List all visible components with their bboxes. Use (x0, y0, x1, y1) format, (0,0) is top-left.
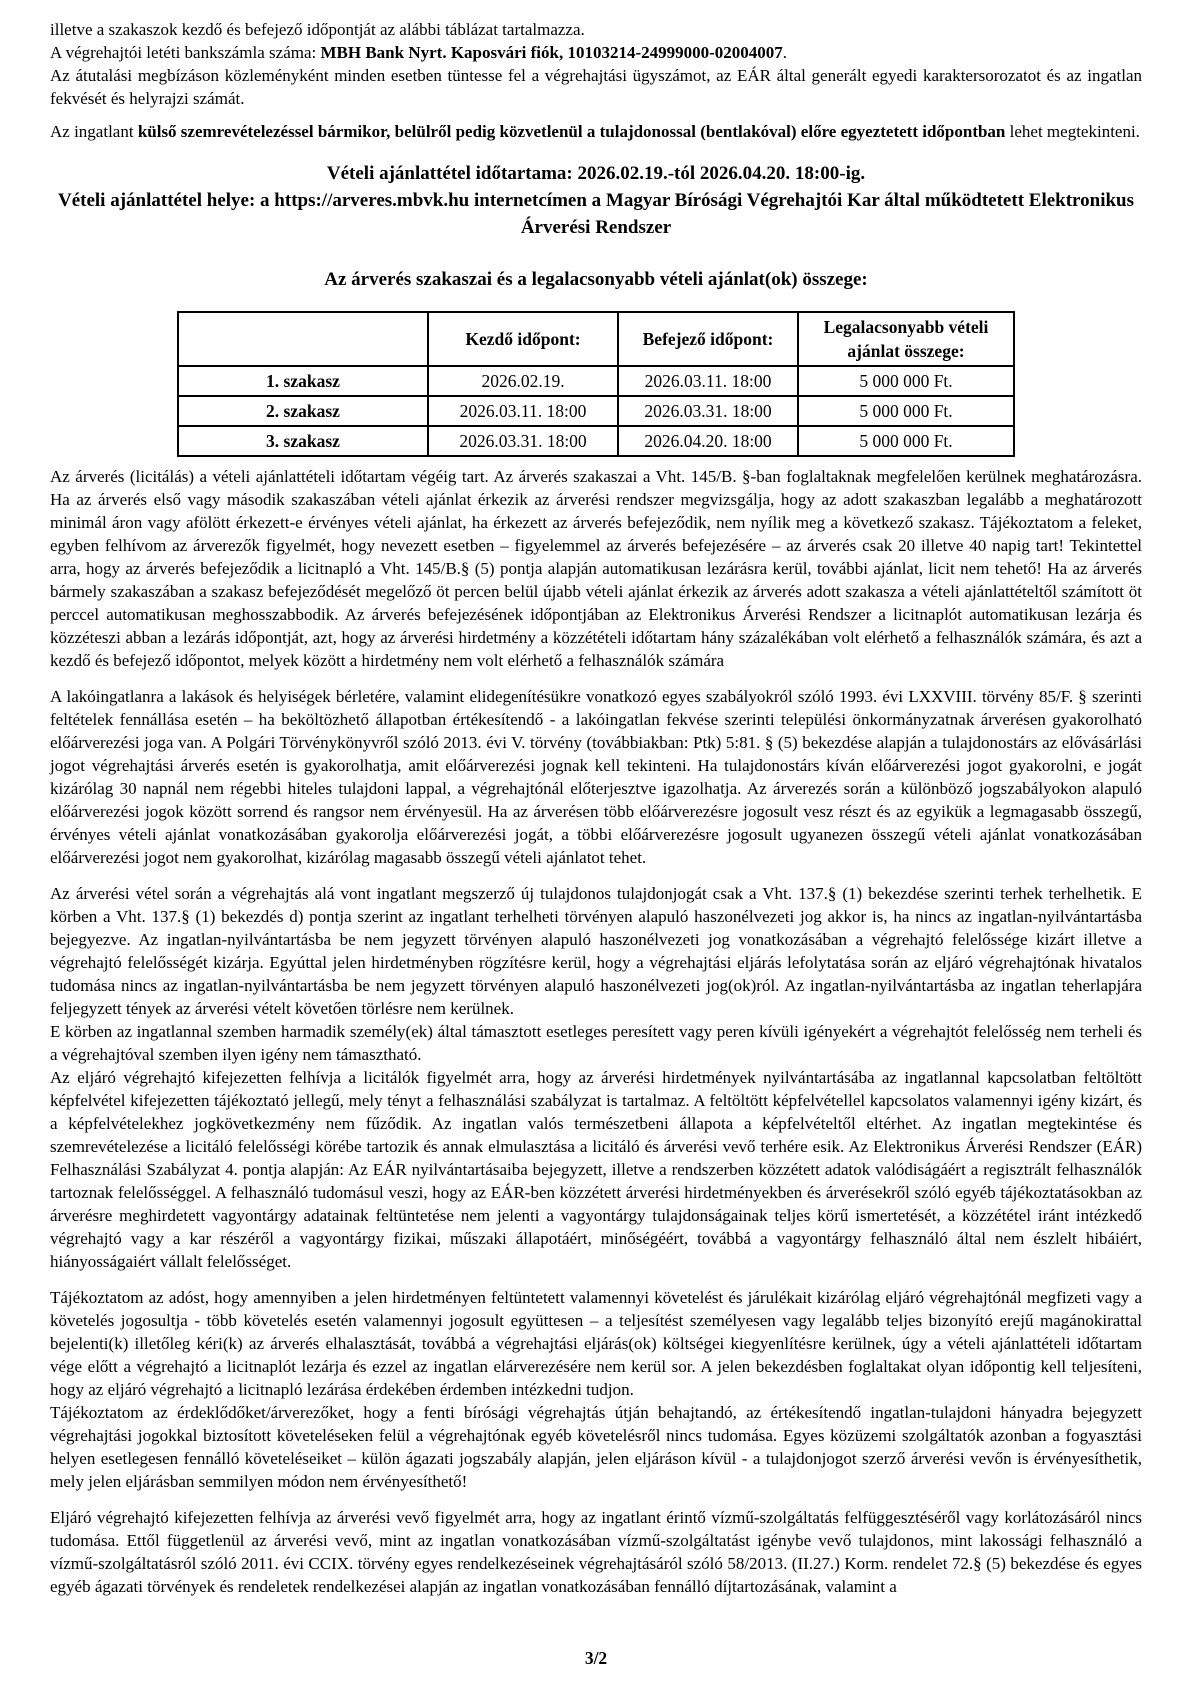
paragraph-auction-process: Az árverés (licitálás) a vételi ajánlattételi időtartam végéig tart. Az árverés szakaszai a Vht. 145/B. §-ban foglaltaknak megfelelően kerülnek meghatározásra. Ha az árverés első vagy második szakaszában vételi ajánlat érkezik az árverési rendszer megvizsgálja, hogy az adott szakaszban legalább a meghatározott minimál áron vagy afölött érkezett-e érvényes vételi ajánlat, ha érkezett az árverés befejeződik, nem nyílik meg a következő szakasz. Tájékoztatom a feleket, egyben felhívom az árverezők figyelmét, hogy nevezett esetben – figyelemmel az árverés befejezésére – az árverés csak 20 illetve 40 napig tart! Tekintettel arra, hogy az árverés befejeződik a licitnapló a Vht. 145/B.§ (5) pontja alapján automatikusan lezárásra kerül, további ajánlat, licit nem tehető! Ha az árverés bármely szakaszában a szakasz befejeződését megelőző öt percen belül újabb vételi ajánlat érkezik az árverés adott szakasza a vételi ajánlattételtől számított öt perccel automatikusan meghosszabbodik. Az árverés befejezésének időpontjában az Elektronikus Árverési Rendszer a licitnaplót automatikusan lezárja és közzéteszi abban a lezárás időpontját, azt, hogy az árverési hirdetmény a közzétételi időtartam hány százalékában volt elérhető a felhasználók számára, és azt a kezdő és befejező időpontot, melyek között a hirdetmény nem volt elérhető a felhasználók számára (50, 467, 1142, 670)
encumbrances-section (50, 882, 1142, 1273)
viewing-note (50, 120, 1142, 143)
table-row (178, 426, 1014, 456)
header-start-time: Kezdő időpont: (428, 312, 618, 366)
stage-1-end: 2026.03.11. 18:00 (618, 366, 798, 396)
auction-process-section (50, 465, 1142, 672)
offer-heading (50, 160, 1142, 241)
stage-2-price: 5 000 000 Ft. (798, 396, 1014, 426)
stage-1-start: 2026.02.19. (428, 366, 618, 396)
preemption-section (50, 685, 1142, 869)
stage-3-end: 2026.04.20. 18:00 (618, 426, 798, 456)
bank-account-line (50, 41, 1142, 64)
paragraph-bidder-info: Tájékoztatom az érdeklődőket/árverezőket, hogy a fenti bírósági végrehajtás útján behajtandó, az értékesítendő ingatlan-tulajdoni hányadra bejegyzett végrehajtási jogokkal biztosított követeléseken felül a végrehajtónak egyéb követelésről nincs tudomása. Egyes közüzemi szolgáltatók azonban a fogyasztási helyen esetlegesen fennálló követeléseiket – külön ágazati jogszabály alapján, jelen eljáráson kívül - a tulajdonjogot szerző árverési vevőn is érvényesíthetik, mely jelen eljárásban semmilyen módon nem érvényesíthető! (50, 1403, 1142, 1491)
paragraph-preemption: A lakóingatlanra a lakások és helyiségek bérletére, valamint elidegenítésükre vonatkozó egyes szabályokról szóló 1993. évi LXXVIII. törvény 85/F. § szerinti feltételek fennállása esetén – ha beköltözhető állapotban értékesítendő - a lakóingatlan fekvése szerinti települési önkormányzatnak árverésen gyakorolható előárverezési joga van. A Polgári Törvénykönyvről szóló 2013. évi V. törvény (továbbiakban: Ptk) 5:81. § (5) bekezdése alapján a tulajdonostárs az elővásárlási jogot végrehajtási árverés esetén is gyakorolhatja, amit előárverezési jognak kell tekinteni. Ha tulajdonostárs kíván előárverezési jogot gyakorolni, e jogát kizárólag 30 napnál nem régebbi hiteles tulajdoni lappal, a végrehajtónál előterjesztve igazolhatja. Az árverezés során a különböző jogszabályokon alapuló előárverezési jogok között sorrend és rangsor nem érvényesül. Ha az árverésen több előárverezésre jogosult vesz részt és az egyikük a legmagasabb összegű, érvényes vételi ajánlat vonatkozásában gyakorolja előárverezési jogát, a többi előárverezésre jogosult ugyanezen összegű vételi ajánlat vonatkozásában előárverezési jogot nem gyakorolhat, kizárólag magasabb összegű vételi ajánlatot tehet. (50, 687, 1142, 867)
paragraph-water-utility: Eljáró végrehajtó kifejezetten felhívja az árverési vevő figyelmét arra, hogy az ingatlant érintő vízmű-szolgáltatás felfüggesztéséről vagy korlátozásáról nincs tudomása. Ettől függetlenül az árverési vevő, mint az ingatlan vonatkozásában vízmű-szolgáltatást igénybe vevő tulajdonos, mint lakossági felhasználó a vízmű-szolgáltatásról szóló 2011. évi CCIX. törvény egyes rendelkezéseinek végrehajtásáról szóló 58/2013. (II.27.) Korm. rendelet 72.§ (5) bekezdése és egyes egyéb ágazati törvények és rendeletek rendelkezései alapján az ingatlan vonatkozásában fennálló díjtartozásának, valamint a (50, 1508, 1142, 1596)
table-row (178, 396, 1014, 426)
intro-section (50, 18, 1142, 110)
water-utility-section (50, 1506, 1142, 1598)
paragraph-encumbrances: Az árverési vétel során a végrehajtás alá vont ingatlant megszerző új tulajdonos tulajdonjogát csak a Vht. 137.§ (1) bekezdése szerinti terhek terhelhetik. E körben a Vht. 137.§ (1) bekezdés d) pontja szerint az ingatlant terhelheti törvényen alapuló haszonélvezeti jog akkor is, ha nincs az ingatlan-nyilvántartásba bejegyezve. Az ingatlan-nyilvántartásba be nem jegyzett törvényen alapuló haszonélvezeti jog vonatkozásában a végrehajtó felelőssége kizárt illetve a végrehajtó felelősségét kizárja. Egyúttal jelen hirdetményben rögzítésre kerül, hogy a végrehajtási eljárás lefolytatása során az eljáró végrehajtónak hivatalos tudomása nincs az ingatlan-nyilvántartásba be nem jegyzett törvényen alapuló haszonélvezeti jog(ok)ról. Az ingatlan-nyilvántartásba az ingatlan teherlapjára feljegyzett tények az árverési vételt követően törlésre nem kerülnek. (50, 884, 1142, 1018)
table-header-row (178, 312, 1014, 366)
paragraph-debtor-info: Tájékoztatom az adóst, hogy amennyiben a jelen hirdetményen feltüntetett valamennyi követelést és járulékait kizárólag eljáró végrehajtónál megfizeti vagy a követelés jogosultja - több követelés esetén valamennyi jogosult együttesen – a teljesítést személyesen vagy legalább teljes bizonyító erejű magánokirattal bejelenti(k) illetőleg kéri(k) az árverés elhalasztását, továbbá a végrehajtási eljárás(ok) költségei kiegyenlítésre kerülnek, úgy a vételi ajánlattételi időtartam vége előtt a végrehajtó a licitnaplót lezárja és ezzel az ingatlan elárverezésére nem kerül sor. A jelen bekezdésben foglaltakat olyan időpontig kell teljesíteni, hogy az eljáró végrehajtó a licitnapló lezárása érdekében érdemben intézkedni tudjon. (50, 1288, 1142, 1399)
stage-1-price: 5 000 000 Ft. (798, 366, 1014, 396)
transfer-note: Az átutalási megbízáson közleményként minden esetben tüntesse fel a végrehajtási ügyszámot, az EÁR által generált egyedi karaktersorozatot és az ingatlan fekvését és helyrajzi számát. (50, 66, 1142, 108)
header-min-offer: Legalacsonyabb vételi ajánlat összege: (798, 312, 1014, 366)
stage-2-end: 2026.03.31. 18:00 (618, 396, 798, 426)
page-number: 3/2 (584, 1648, 608, 1668)
header-end-time: Befejező időpont: (618, 312, 798, 366)
stage-3-label: 3. szakasz (178, 426, 428, 456)
table-row (178, 366, 1014, 396)
debtor-info-section (50, 1286, 1142, 1493)
viewing-bold: külső szemrevételezéssel bármikor, belülről pedig közvetlenül a tulajdonossal (bentlakóval) előre egyeztetett időpontban (137, 122, 1006, 141)
bank-account-suffix: . (782, 43, 788, 62)
stage-3-start: 2026.03.31. 18:00 (428, 426, 618, 456)
header-stage (178, 312, 428, 366)
viewing-prefix: Az ingatlant (50, 122, 138, 141)
stage-2-start: 2026.03.11. 18:00 (428, 396, 618, 426)
stage-1-label: 1. szakasz (178, 366, 428, 396)
auction-stages-table (177, 311, 1015, 457)
offer-period-heading: Vételi ajánlattétel időtartama: 2026.02.19.-tól 2026.04.20. 18:00-ig. (326, 163, 866, 184)
viewing-section (50, 120, 1142, 143)
table-reference-line: illetve a szakaszok kezdő és befejező időpontját az alábbi táblázat tartalmazza. (50, 20, 585, 39)
stage-2-label: 2. szakasz (178, 396, 428, 426)
bank-account-number: MBH Bank Nyrt. Kaposvári fiók, 10103214-24999000-02004007 (320, 43, 783, 62)
auction-stages-title: Az árverés szakaszai és a legalacsonyabb vételi ajánlat(ok) összege: (324, 269, 868, 290)
stage-3-price: 5 000 000 Ft. (798, 426, 1014, 456)
paragraph-photos-disclaimer: Az eljáró végrehajtó kifejezetten felhívja a licitálók figyelmét arra, hogy az árverési hirdetmények nyilvántartásába az ingatlannal kapcsolatban feltöltött képfelvétel kifejezetten tájékoztató jellegű, mely tényt a felhasználási szabályzat is tartalmaz. A feltöltött képfelvétellel kapcsolatos valamennyi igény kizárt, és a képfelvételekhez jogkövetkezmény nem fűződik. Az ingatlan valós természetbeni állapota a képfelvételtől eltérhet. Az ingatlan megtekintése és szemrevételezése a licitáló felelősségi körébe tartozik és annak elmulasztása a licitáló és árverési vevő terhére esik. Az Elektronikus Árverési Rendszer (EÁR) Felhasználási Szabályzat 4. pontja alapján: Az EÁR nyilvántartásaiba bejegyzett, illetve a rendszerben közzétett adatok valódiságáért a regisztrált felhasználók tartoznak felelősséggel. A felhasználó tudomásul veszi, hogy az EÁR-ben közzétett árverési hirdetményekben és árverésekről szóló egyéb tájékoztatásokban az árverésre meghirdetett vagyontárgy adatainak feltüntetése nem jelenti a vagyontárgy tulajdonságainak teljes körű ismertetését, a közzététel iránt intézkedő végrehajtó vagy a kar részéről a vagyontárgy fizikai, műszaki állapotáért, minőségéért, továbbá a vagyontárgy felhasználó által nem észlelt hibáiért, hiányosságaiért vállalt felelősséget. (50, 1068, 1142, 1271)
paragraph-third-party-claims: E körben az ingatlannal szemben harmadik személy(ek) által támasztott esetleges peresített vagy peren kívüli igényekért a végrehajtót felelősség nem terheli és a végrehajtóval szemben ilyen igény nem támasztható. (50, 1022, 1142, 1064)
offer-place-heading: Vételi ajánlattétel helye: a https://arveres.mbvk.hu internetcímen a Magyar Bírósági Végrehajtói Kar által működtetett Elektronikus Árverési Rendszer (57, 190, 1135, 238)
bank-account-prefix: A végrehajtói letéti bankszámla száma: (50, 43, 321, 62)
viewing-suffix: lehet megtekinteni. (1005, 122, 1140, 141)
